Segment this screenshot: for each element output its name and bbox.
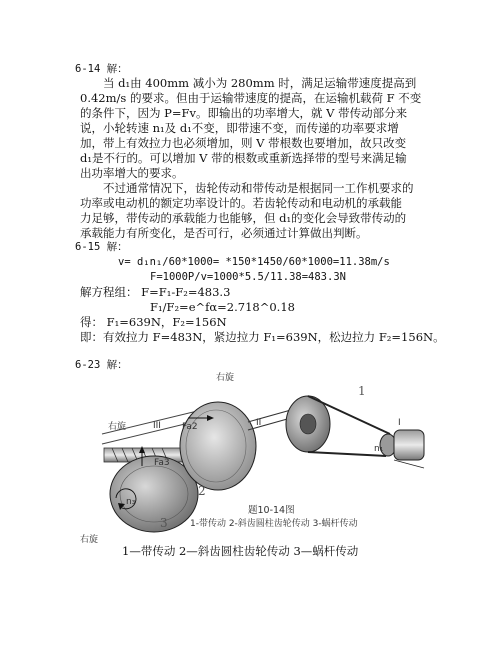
s614-line-9: 功率或电动机的额定功率设计的。若齿轮传动和电动机的承载能 [80, 196, 402, 210]
figure-caption-description: 1-带传动 2-斜齿圆柱齿轮传动 3-蜗杆传动 [190, 519, 358, 529]
s614-line-11: 承载能力有所变化，是否可行，必须通过计算做出判断。 [80, 226, 368, 240]
electric-motor [394, 430, 424, 460]
label-part-3: 3 [160, 516, 168, 530]
label-right-hand-bottom: 右旋 [80, 535, 99, 545]
bottom-caption: 1—带传动 2—斜齿圆柱齿轮传动 3—蜗杆传动 [122, 544, 359, 558]
s615-line-5: 得： F₁=639N，F₂=156N [80, 315, 227, 329]
section-6-23-heading: 6-23 解： [75, 359, 128, 371]
s614-line-3: 的条件下，因为 P=Fv。即输出的功率增大，就 V 带传动部分来 [80, 106, 408, 120]
s615-line-3: 解方程组： F=F₁-F₂=483.3 [80, 285, 231, 299]
s614-line-7: 出功率增大的要求。 [80, 166, 184, 180]
s614-line-1: 当 d₁由 400mm 减小为 280mm 时，满足运输带速度提高到 [103, 76, 417, 90]
s615-line-2: F=1000P/v=1000*5.5/11.38=483.3N [150, 271, 346, 283]
s615-line-6: 即：有效拉力 F=483N，紧边拉力 F₁=639N，松边拉力 F₂=156N。 [80, 330, 445, 344]
s614-line-4: 说，小轮转速 n₁及 d₁不变，即带速不变，而传递的功率要求增 [80, 121, 399, 135]
large-pulley-hub [300, 414, 316, 434]
label-fa2: Fa2 [182, 422, 198, 432]
label-shaft-iii: III [153, 421, 161, 431]
label-fa3: Fa3 [154, 458, 170, 468]
s614-line-6: d₁是不行的。可以增加 V 带的根数或重新选择带的型号来满足输 [80, 151, 407, 165]
section-6-14-heading: 6-14 解： [75, 63, 128, 75]
section-6-15-heading: 6-15 解： [75, 241, 128, 253]
s614-line-8: 不过通常情况下，齿轮传动和带传动是根据同一工作机要求的 [103, 181, 414, 195]
label-shaft-ii: II [256, 418, 262, 428]
label-part-2: 2 [198, 484, 206, 498]
s615-line-4: F₁/F₂=e^fα=2.718^0.18 [150, 300, 295, 314]
figure-caption-title: 题10-14图 [248, 505, 295, 516]
label-n1: n₁ [374, 444, 384, 454]
label-shaft-i: I [398, 418, 401, 428]
label-part-1: 1 [358, 384, 366, 398]
label-right-hand-top: 右旋 [216, 373, 235, 383]
s614-line-10: 力足够，带传动的承载能力也能够，但 d₁的变化会导致带传动的 [80, 211, 407, 225]
s614-line-5: 加，带上有效拉力也必须增加，则 V 带根数也要增加，故只改变 [80, 136, 407, 150]
s614-line-2: 0.42m/s 的要求。但由于运输带速度的提高，在运输机载荷 F 不变 [80, 91, 422, 105]
s615-line-1: v= d₁n₁/60*1000= *150*1450/60*1000=11.38m/s [118, 256, 390, 268]
label-right-hand-left: 右旋 [108, 422, 127, 432]
helical-gear-2 [180, 402, 256, 490]
label-n3: n₃ [126, 497, 136, 507]
